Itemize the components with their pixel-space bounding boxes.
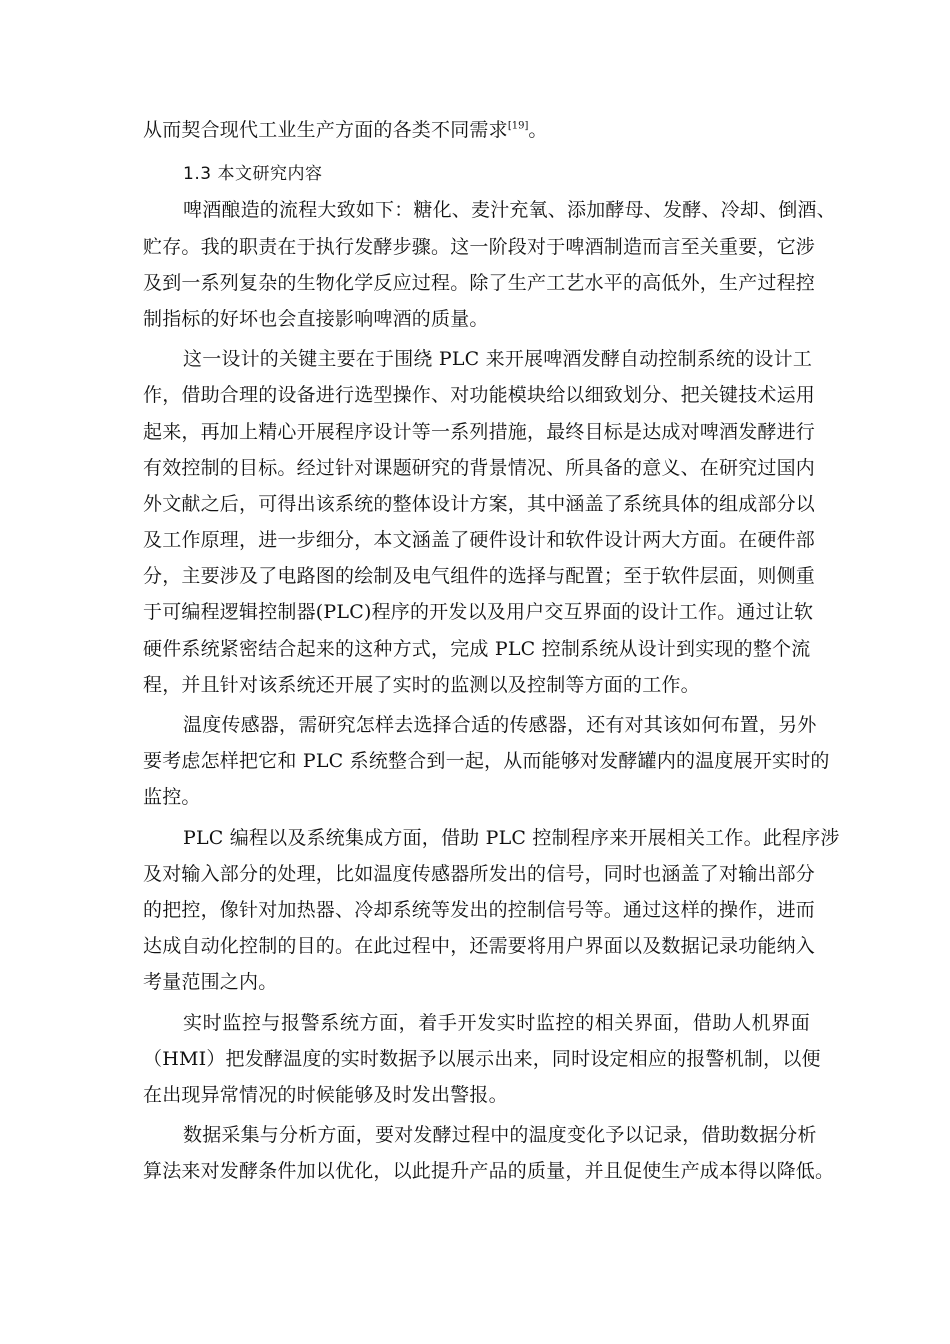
paragraph-line: 作，借助合理的设备进行选型操作、对功能模块给以细致划分、把关键技术运用 bbox=[143, 384, 816, 407]
paragraph-design-key bbox=[143, 341, 816, 703]
paragraph-line: 要考虑怎样把它和 PLC 系统整合到一起，从而能够对发酵罐内的温度展开实时的 bbox=[143, 750, 830, 773]
paragraph-data-analysis bbox=[143, 1117, 835, 1189]
paragraph-line: 算法来对发酵条件加以优化，以此提升产品的质量，并且促使生产成本得以降低。 bbox=[143, 1160, 835, 1183]
paragraph-line: 有效控制的目标。经过针对课题研究的背景情况、所具备的意义、在研究过国内 bbox=[143, 456, 816, 479]
intro-line bbox=[143, 112, 810, 148]
intro-end: 。 bbox=[528, 119, 548, 141]
paragraph-line: 硬件系统紧密结合起来的这种方式，完成 PLC 控制系统从设计到实现的整个流 bbox=[143, 637, 811, 660]
paragraph-line: 及到一系列复杂的生物化学反应过程。除了生产工艺水平的高低外，生产过程控 bbox=[143, 271, 816, 294]
intro-text: 从而契合现代工业生产方面的各类不同需求 bbox=[143, 119, 508, 141]
paragraph-line: 温度传感器，需研究怎样去选择合适的传感器，还有对其该如何布置，另外 bbox=[183, 714, 817, 736]
paragraph-line: 分，主要涉及了电路图的绘制及电气组件的选择与配置；至于软件层面，则侧重 bbox=[143, 565, 816, 588]
paragraph-line: 制指标的好坏也会直接影响啤酒的质量。 bbox=[143, 307, 489, 330]
paragraph-line: 数据采集与分析方面，要对发酵过程中的温度变化予以记录，借助数据分析 bbox=[183, 1124, 817, 1147]
citation-marker: [19] bbox=[507, 120, 529, 132]
paragraph-line: 在出现异常情况的时候能够及时发出警报。 bbox=[143, 1083, 508, 1106]
paragraph-line: （HMI）把发酵温度的实时数据予以展示出来，同时设定相应的报警机制，以便 bbox=[143, 1047, 821, 1070]
section-heading: 1.3 本文研究内容 bbox=[183, 164, 323, 185]
paragraph-plc-programming bbox=[143, 820, 840, 1001]
paragraph-line: 贮存。我的职责在于执行发酵步骤。这一阶段对于啤酒制造而言至关重要，它涉 bbox=[143, 235, 816, 258]
paragraph-temperature-sensor bbox=[143, 707, 830, 816]
paragraph-line: 达成自动化控制的目的。在此过程中，还需要将用户界面以及数据记录功能纳入 bbox=[143, 935, 816, 958]
paragraph-process-overview bbox=[143, 192, 836, 337]
paragraph-line: 考量范围之内。 bbox=[143, 971, 278, 994]
paragraph-line: 这一设计的关键主要在于围绕 PLC 来开展啤酒发酵自动控制系统的设计工 bbox=[183, 348, 813, 371]
paragraph-line: 程，并且针对该系统还开展了实时的监测以及控制等方面的工作。 bbox=[143, 673, 700, 696]
paragraph-line: 啤酒酿造的流程大致如下：糖化、麦汁充氧、添加酵母、发酵、冷却、倒酒、 bbox=[183, 199, 836, 222]
paragraph-line: 外文献之后，可得出该系统的整体设计方案，其中涵盖了系统具体的组成部分以 bbox=[143, 492, 816, 515]
paragraph-line: 及对输入部分的处理，比如温度传感器所发出的信号，同时也涵盖了对输出部分 bbox=[143, 862, 816, 885]
paragraph-line: 监控。 bbox=[143, 786, 201, 809]
page-content bbox=[143, 112, 840, 1193]
paragraph-line: 起来，再加上精心开展程序设计等一系列措施，最终目标是达成对啤酒发酵进行 bbox=[143, 420, 816, 443]
paragraph-line: 于可编程逻辑控制器(PLC)程序的开发以及用户交互界面的设计工作。通过让软 bbox=[143, 601, 814, 624]
paragraph-line: PLC 编程以及系统集成方面，借助 PLC 控制程序来开展相关工作。此程序涉 bbox=[183, 826, 840, 849]
paragraph-line: 及工作原理，进一步细分，本文涵盖了硬件设计和软件设计两大方面。在硬件部 bbox=[143, 529, 816, 552]
paragraph-line: 的把控，像针对加热器、冷却系统等发出的控制信号等。通过这样的操作，进而 bbox=[143, 898, 816, 921]
paragraph-line: 实时监控与报警系统方面，着手开发实时监控的相关界面，借助人机界面 bbox=[183, 1011, 810, 1034]
paragraph-monitoring-alarm bbox=[143, 1005, 821, 1114]
